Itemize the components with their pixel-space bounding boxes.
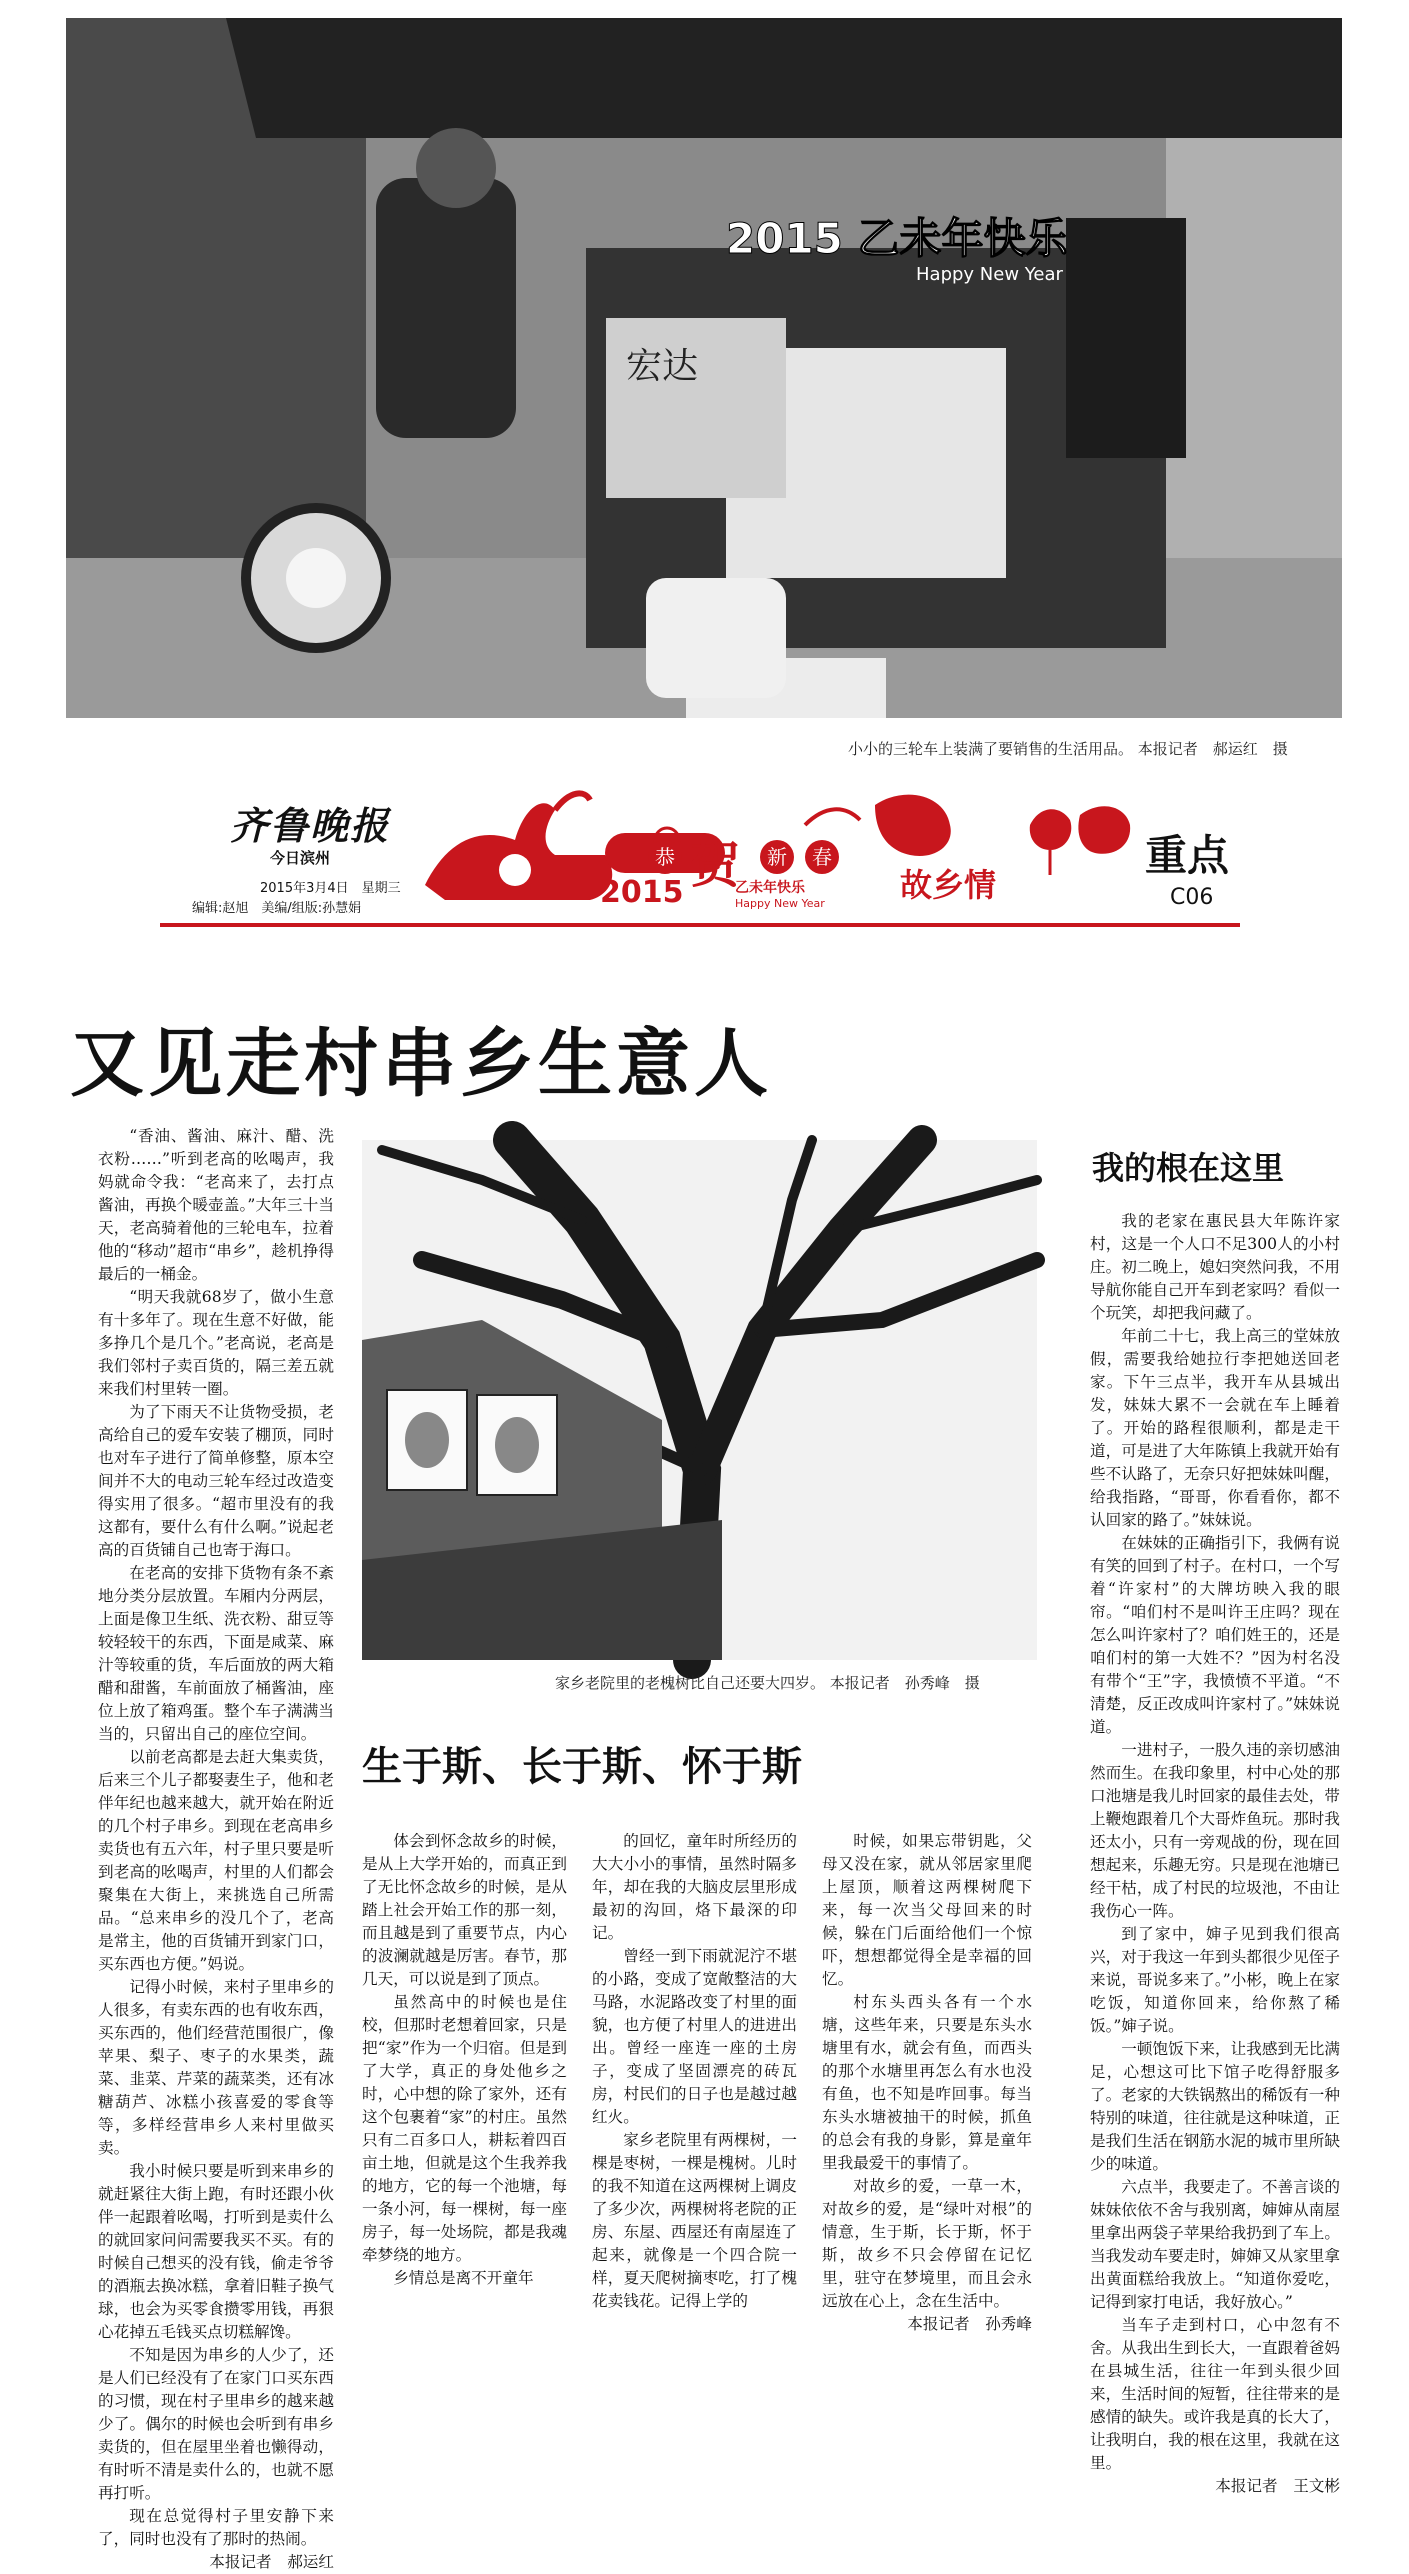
tree-photo [362, 1140, 1037, 1660]
cart-sign: 宏达 [626, 346, 699, 387]
top-photo-caption: 小小的三轮车上装满了要销售的生活用品。 本报记者 郝运红 摄 [848, 740, 1288, 758]
article1-paragraph: 为了下雨天不让货物受损，老高给自己的爱车安装了棚顶，同时也对车子进行了简单修整，原本空间并不大的电动三轮车经过改造变得实用了很多。“超市里没有的我这都有，要什么有什么啊。”说起老高的百货铺自己也寄于海口。 [98, 1403, 334, 1559]
page-headline: 又见走村串乡生意人 [70, 1021, 772, 1107]
article2-paragraph: 曾经一到下雨就泥泞不堪的小路，变成了宽敞整洁的大马路，水泥路改变了村里的面貌，也方便了村里人的进进出出。曾经一座连一座的土房子，变成了坚固漂亮的砖瓦房，村民们的日子也是越过越红火。 [592, 1947, 797, 2126]
section-title: 重点 [1145, 831, 1230, 880]
editor-credits: 编辑:赵旭 美编/组版:孙慧娟 [192, 901, 362, 916]
article2-paragraph: 对故乡的爱，一草一木，对故乡的爱，是“绿叶对根”的情意，生于斯，长于斯，怀于斯，故乡不只会停留在记忆里，驻守在梦境里，而且会永远放在心上，念在生活中。 [822, 2177, 1032, 2310]
article3-paragraph: 当车子走到村口，心中忽有不舍。从我出生到长大，一直跟着爸妈在县城生活，往往一年到头很少回来，生活时间的短暂，往往带来的是感情的缺失。或许我是真的长大了，让我明白，我的根在这里，我就在这里。 [1090, 2316, 1340, 2472]
tricycle-photo-drawing [66, 18, 1342, 718]
page-number: C06 [1170, 885, 1214, 910]
tree-photo-drawing [362, 1140, 1037, 1660]
article2-column-3 [822, 1830, 1032, 2360]
lantern-goat-art [1020, 795, 1140, 885]
article3-byline: 本报记者 王文彬 [1215, 2477, 1340, 2495]
article1-column [98, 1125, 334, 2571]
banner-year-sub: Happy New Year [735, 897, 825, 910]
article1-paragraph: 我小时候只要是听到来串乡的就赶紧往大街上跑，有时还跟小伙伴一起跟着吆喝，打听到是卖什么的就回家问问需要我买不买。有的时候自己想买的没有钱，偷走爷爷的酒瓶去换冰糕，拿着旧鞋子换气球，也会为买零食攒零用钱，再狠心花掉五毛钱买点切糕解馋。 [98, 2162, 334, 2341]
masthead [160, 785, 1240, 945]
article2-paragraph: 时候，如果忘带钥匙，父母又没在家，就从邻居家里爬上屋顶，顺着这两棵树爬下来，每一次当父母回来的时候，躲在门后面给他们一个惊吓，想想都觉得全是幸福的回忆。 [822, 1832, 1032, 1988]
article1-paragraph: “香油、酱油、麻汁、醋、洗衣粉……”听到老高的吆喝声，我妈就命令我：“老高来了，去打点酱油，再换个暖壶盖。”大年三十当天，老高骑着他的三轮电车，拉着他的“移动”超市“串乡”，趁机挣得最后的一桶金。 [98, 1127, 334, 1283]
article3-subhead: 我的根在这里 [1092, 1149, 1285, 1187]
article1-paragraph: 在老高的安排下货物有条不紊地分类分层放置。车厢内分两层，上面是像卫生纸、洗衣粉、甜豆等较轻较干的东西，下面是咸菜、麻汁等较重的货，车后面放的两大箱醋和甜酱，车前面放了桶酱油，座位上放了箱鸡蛋。整个车子满满当当的，只留出自己的座位空间。 [98, 1564, 334, 1743]
article2-byline: 本报记者 孙秀峰 [907, 2315, 1032, 2333]
article1-paragraph: 不知是因为串乡的人少了，还是人们已经没有了在家门口买东西的习惯，现在村子里串乡的越来越少了。偶尔的时候也会听到有串乡卖货的，但在屋里坐着也懒得动，有时听不清是卖什么的，也就不愿再打听。 [98, 2346, 334, 2502]
greeting-char-3: 新 [760, 840, 794, 874]
goat-banner-art [405, 785, 965, 915]
tricycle-photo [66, 18, 1342, 718]
article2-column-2 [592, 1830, 797, 2360]
tree-photo-caption: 家乡老院里的老槐树比自己还要大四岁。 本报记者 孙秀峰 摄 [555, 1674, 980, 1692]
newspaper-logo: 齐鲁晚报 [230, 803, 391, 848]
article3-paragraph: 一顿饱饭下来，让我感到无比满足，心想这可比下馆子吃得舒服多了。老家的大铁锅熬出的稀饭有一种特别的味道，往往就是这种味道，正是我们生活在钢筋水泥的城市里所缺少的味道。 [1090, 2040, 1340, 2173]
article1-byline: 本报记者 郝运红 [209, 2553, 334, 2571]
article2-paragraph: 体会到怀念故乡的时候，是从上大学开始的，而真正到了无比怀念故乡的时候，是从踏上社会开始工作的那一刻，而且越是到了重要节点，内心的波澜就越是厉害。春节，那几天，可以说是到了顶点。 [362, 1832, 567, 1988]
banner-year: 2015 [600, 875, 684, 910]
column-name: 故乡情 [900, 866, 997, 904]
article3-paragraph: 到了家中，婶子见到我们很高兴，对于我这一年到头都很少见侄子来说，哥说多来了。”小彬，晚上在家吃饭，知道你回来，给你熬了稀饭。”婶子说。 [1090, 1925, 1340, 2035]
edition-name: 今日滨州 [270, 849, 331, 867]
article1-paragraph: 现在总觉得村子里安静下来了，同时也没有了那时的热闹。 [98, 2507, 334, 2548]
article3-paragraph: 一进村子，一股久违的亲切感油然而生。在我印象里，村中心处的那口池塘是我儿时回家的最佳去处，带上鞭炮跟着几个大哥炸鱼玩。那时我还太小，只有一旁观战的份，现在回想起来，乐趣无穷。只是现在池塘已经干枯，成了村民的垃圾池，不由让我伤心一阵。 [1090, 1741, 1340, 1920]
article2-subhead: 生于斯、长于斯、怀于斯 [362, 1744, 802, 1790]
article3-paragraph: 我的老家在惠民县大年陈许家村，这是一个人口不足300人的小村庄。初二晚上，媳妇突然问我，不用导航你能自己开车到老家吗？看似一个玩笑，却把我问藏了。 [1090, 1212, 1340, 1322]
article2-paragraph: 村东头西头各有一个水塘，这些年来，只要是东头水塘里有水，就会有鱼，而西头的那个水塘里再怎么有水也没有鱼，也不知是咋回事。每当东头水塘被抽干的时候，抓鱼的总会有我的身影，算是童年里我最爱干的事情了。 [822, 1993, 1032, 2172]
greeting-char-1: 恭 [648, 840, 682, 874]
photo-banner-text: 2015 乙未年快乐 [726, 214, 1068, 263]
greeting-char-2: 贺 [690, 835, 740, 894]
article3-column [1090, 1210, 1340, 2495]
article3-paragraph: 年前二十七，我上高三的堂妹放假，需要我给她拉行李把她送回老家。下午三点半，我开车从县城出发，妹妹大累不一会就在车上睡着了。开始的路程很顺利，都是走干道，可是进了大年陈镇上我就开始有些不认路了，无奈只好把妹妹叫醒，给我指路，“哥哥，你看看你，都不认回家的路了。”妹妹说。 [1090, 1327, 1340, 1529]
article3-paragraph: 在妹妹的正确指引下，我俩有说有笑的回到了村子。在村口，一个写着“许家村”的大牌坊映入我的眼帘。“咱们村不是叫许王庄吗？现在怎么叫许家村了？咱们姓王的，还是咱们村的第一大姓不？”因为村名没有带个“王”字，我愤愤不平道。“不清楚，反正改成叫许家村了。”妹妹说道。 [1090, 1534, 1340, 1736]
article2-paragraph: 家乡老院里有两棵树，一棵是枣树，一棵是槐树。儿时的我不知道在这两棵树上调皮了多少次，两棵树将老院的正房、东屋、西屋还有南屋连了起来，就像是一个四合院一样，夏天爬树摘枣吃，打了槐花卖钱花。记得上学的 [592, 2131, 797, 2310]
article1-paragraph: 以前老高都是去赶大集卖货，后来三个儿子都娶妻生子，他和老伴年纪也越来越大，就开始在附近的几个村子串乡。到现在老高串乡卖货也有五六年，村子里只要是听到老高的吆喝声，村里的人们都会聚集在大街上，来挑选自己所需品。“总来串乡的没几个了，老高是常主，他的百货铺开到家门口，买东西也方便。”妈说。 [98, 1748, 334, 1973]
article2-paragraph: 虽然高中的时候也是住校，但那时老想着回家，只是把“家”作为一个归宿。但是到了大学，真正的身处他乡之时，心中想的除了家外，还有这个包裹着“家”的村庄。虽然只有二百多口人，耕耘着四百亩土地，但就是这个生我养我的地方，它的每一个池塘，每一条小河，每一棵树，每一座房子，每一处场院，都是我魂牵梦绕的地方。 [362, 1993, 567, 2264]
article2-paragraph: 的回忆，童年时所经历的大大小小的事情，虽然时隔多年，却在我的大脑皮层里形成最初的沟回，烙下最深的印记。 [592, 1832, 797, 1942]
masthead-rule [160, 923, 1240, 927]
issue-date: 2015年3月4日 星期三 [260, 881, 401, 896]
banner-year-text: 乙未年快乐 [735, 880, 805, 896]
article1-paragraph: “明天我就68岁了，做小生意有十多年了。现在生意不好做，能多挣几个是几个。”老高说，老高是我们邻村子卖百货的，隔三差五就来我们村里转一圈。 [98, 1288, 334, 1398]
article2-column-1 [362, 1830, 567, 2360]
greeting-char-4: 春 [805, 840, 839, 874]
photo-banner-sub: Happy New Year [916, 264, 1063, 285]
article2-paragraph: 乡情总是离不开童年 [393, 2269, 534, 2287]
article3-paragraph: 六点半，我要走了。不善言谈的妹妹依依不舍与我别离，婶婶从南屋里拿出两袋子苹果给我扔到了车上。当我发动车要走时，婶婶又从家里拿出黄面糕给我放上。“知道你爱吃，记得到家打电话，我好放心。” [1090, 2178, 1340, 2311]
article1-paragraph: 记得小时候，来村子里串乡的人很多，有卖东西的也有收东西，买东西的，他们经营范围很广，像苹果、梨子、枣子的水果类，蔬菜、韭菜、芹菜的蔬菜类，还有冰糖葫芦、冰糕小孩喜爱的零食等等，多样经营串乡人来村里做买卖。 [98, 1978, 334, 2157]
